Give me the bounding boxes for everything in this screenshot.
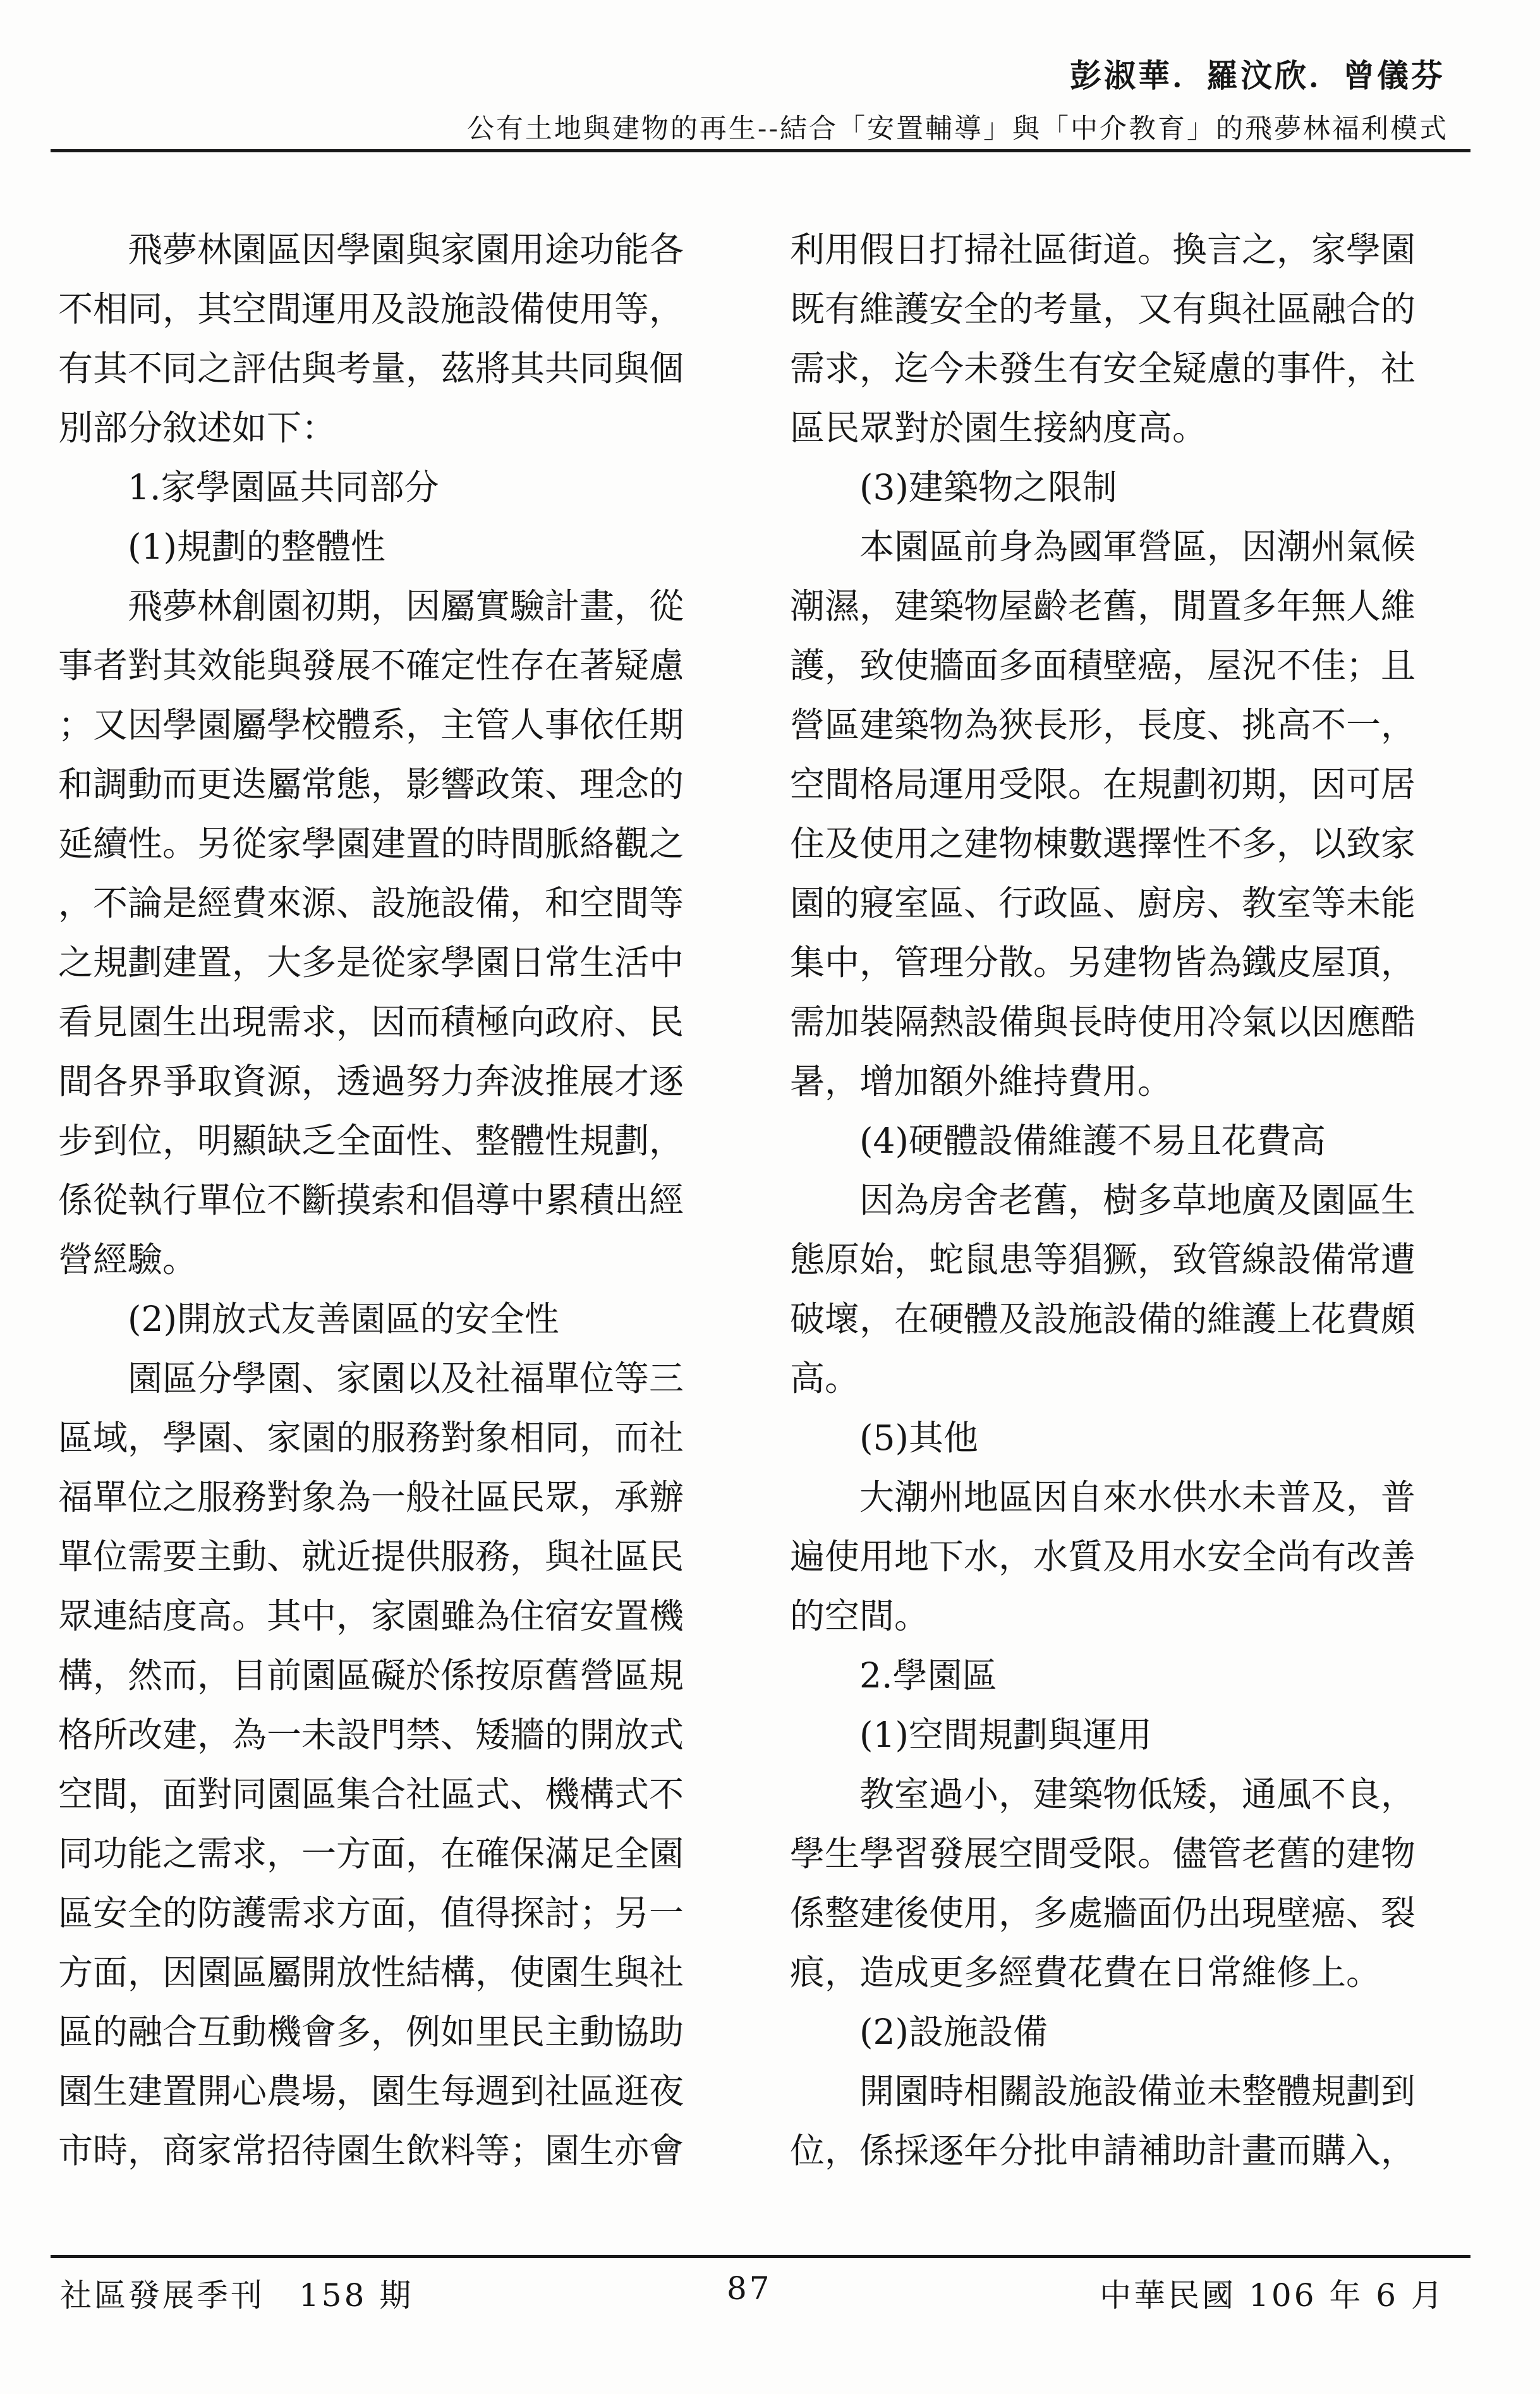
running-header-title: 公有土地與建物的再生--結合「安置輔導」與「中介教育」的飛夢林福利模式 xyxy=(466,113,1448,145)
text-line: 位，係採逐年分批申請補助計畫而購入， xyxy=(790,2130,1416,2171)
text-line: 不相同，其空間運用及設施設備使用等， xyxy=(58,289,684,329)
text-line: 之規劃建置，大多是從家學園日常生活中 xyxy=(58,942,684,983)
text-line: 集中，管理分散。另建物皆為鐵皮屋頂， xyxy=(790,942,1416,983)
text-line: 飛夢林園區因學園與家園用途功能各 xyxy=(128,229,684,270)
right-column xyxy=(790,220,1457,2180)
text-line: 營經驗。 xyxy=(58,1239,198,1280)
text-line: 區的融合互動機會多，例如里民主動協助 xyxy=(58,2012,684,2052)
text-line: 格所改建，為一未設門禁、矮牆的開放式 xyxy=(58,1715,684,1755)
text-line: 大潮州地區因自來水供水未普及，普 xyxy=(859,1477,1416,1517)
text-line: (2)設施設備 xyxy=(859,2012,1048,2052)
text-line: 間各界爭取資源，透過努力奔波推展才逐 xyxy=(58,1061,684,1102)
text-line: 空間，面對同園區集合社區式、機構式不 xyxy=(58,1774,684,1814)
header-rule xyxy=(51,149,1470,152)
text-line: 態原始，蛇鼠患等猖獗，致管線設備常遭 xyxy=(790,1239,1416,1280)
text-line: 和調動而更迭屬常態，影響政策、理念的 xyxy=(58,764,684,805)
text-line: 破壞，在硬體及設施設備的維護上花費頗 xyxy=(790,1299,1416,1339)
text-line: 別部分敘述如下： xyxy=(58,408,337,448)
text-line: 構，然而，目前園區礙於係按原舊營區規 xyxy=(58,1655,684,1696)
text-line: 有其不同之評估與考量，茲將其共同與個 xyxy=(58,348,684,389)
page-number: 87 xyxy=(727,2270,772,2307)
text-line: 事者對其效能與發展不確定性存在著疑慮 xyxy=(58,645,684,686)
text-line: 園的寢室區、行政區、廚房、教室等未能 xyxy=(790,883,1416,923)
text-line: (3)建築物之限制 xyxy=(859,467,1117,507)
text-line: 痕，造成更多經費花費在日常維修上。 xyxy=(790,1952,1381,1993)
text-line: 同功能之需求，一方面，在確保滿足全園 xyxy=(58,1833,684,1874)
text-line: 福單位之服務對象為一般社區民眾，承辦 xyxy=(58,1477,684,1517)
text-line: 步到位，明顯缺乏全面性、整體性規劃， xyxy=(58,1121,684,1161)
text-line: 區安全的防護需求方面，值得探討；另一 xyxy=(58,1893,684,1933)
text-line: 既有維護安全的考量，又有與社區融合的 xyxy=(790,289,1416,329)
text-line: 係整建後使用，多處牆面仍出現壁癌、裂 xyxy=(790,1893,1416,1933)
footer-date: 中華民國 106 年 6 月 xyxy=(1100,2277,1445,2314)
text-line: 看見園生出現需求，因而積極向政府、民 xyxy=(58,1002,684,1042)
text-line: 遍使用地下水，水質及用水安全尚有改善 xyxy=(790,1536,1416,1577)
text-line: 學生學習發展空間受限。儘管老舊的建物 xyxy=(790,1833,1416,1874)
text-line: (1)規劃的整體性 xyxy=(128,526,385,567)
text-line: 住及使用之建物棟數選擇性不多，以致家 xyxy=(790,823,1416,864)
text-line: 需求，迄今未發生有安全疑慮的事件，社 xyxy=(790,348,1416,389)
text-line: 的空間。 xyxy=(790,1596,930,1636)
text-line: 園區分學園、家園以及社福單位等三 xyxy=(128,1358,684,1399)
text-line: 營區建築物為狹長形，長度、挑高不一， xyxy=(790,705,1416,745)
text-line: 高。 xyxy=(790,1358,860,1399)
text-line: (5)其他 xyxy=(859,1418,978,1458)
footer-journal: 社區發展季刊 158 期 xyxy=(60,2277,414,2314)
text-line: 係從執行單位不斷摸索和倡導中累積出經 xyxy=(58,1180,684,1220)
running-header-authors: 彭淑華．羅汶欣．曾儀芬 xyxy=(1070,57,1445,94)
text-line: 本園區前身為國軍營區，因潮州氣候 xyxy=(859,526,1416,567)
text-line: ；又因學園屬學校體系，主管人事依任期 xyxy=(58,705,684,745)
text-line: 暑，增加額外維持費用。 xyxy=(790,1061,1173,1102)
text-line: 區域，學園、家園的服務對象相同，而社 xyxy=(58,1418,684,1458)
text-line: 園生建置開心農場，園生每週到社區逛夜 xyxy=(58,2071,684,2111)
text-line: 因為房舍老舊，樹多草地廣及園區生 xyxy=(859,1180,1416,1220)
text-line: 市時，商家常招待園生飲料等；園生亦會 xyxy=(58,2130,684,2171)
text-line: 1.家學園區共同部分 xyxy=(128,467,439,507)
text-line: 眾連結度高。其中，家園雖為住宿安置機 xyxy=(58,1596,684,1636)
text-line: (1)空間規劃與運用 xyxy=(859,1715,1152,1755)
text-line: 區民眾對於園生接納度高。 xyxy=(790,408,1208,448)
text-line: 空間格局運用受限。在規劃初期，因可居 xyxy=(790,764,1416,805)
text-line: ，不論是經費來源、設施設備，和空間等 xyxy=(58,883,684,923)
footer-rule xyxy=(51,2255,1470,2258)
left-column xyxy=(58,220,725,2180)
text-line: 2.學園區 xyxy=(859,1655,997,1696)
text-line: 方面，因園區屬開放性結構，使園生與社 xyxy=(58,1952,684,1993)
text-line: 潮濕，建築物屋齡老舊，閒置多年無人維 xyxy=(790,586,1416,626)
text-line: 教室過小，建築物低矮，通風不良， xyxy=(859,1774,1416,1814)
text-line: 需加裝隔熱設備與長時使用冷氣以因應酷 xyxy=(790,1002,1416,1042)
text-line: 飛夢林創園初期，因屬實驗計畫，從 xyxy=(128,586,684,626)
text-line: 延續性。另從家學園建置的時間脈絡觀之 xyxy=(58,823,684,864)
text-line: 單位需要主動、就近提供服務，與社區民 xyxy=(58,1536,684,1577)
text-line: 利用假日打掃社區街道。換言之，家學園 xyxy=(790,229,1416,270)
text-line: (4)硬體設備維護不易且花費高 xyxy=(859,1121,1326,1161)
text-line: 開園時相關設施設備並未整體規劃到 xyxy=(859,2071,1416,2111)
text-line: 護，致使牆面多面積壁癌，屋況不佳；且 xyxy=(790,645,1416,686)
text-line: (2)開放式友善園區的安全性 xyxy=(128,1299,559,1339)
